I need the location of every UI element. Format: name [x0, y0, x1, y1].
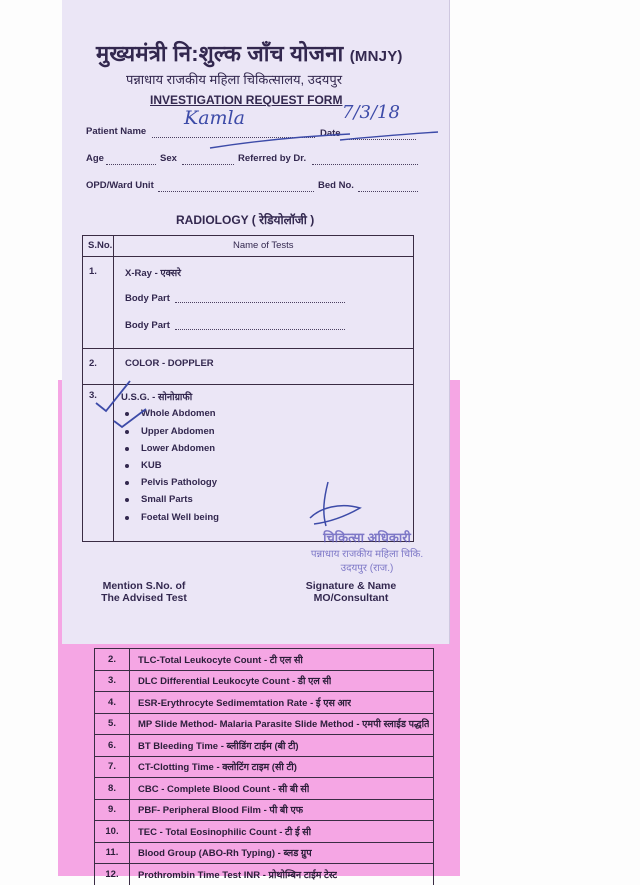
usg-option[interactable]: Pelvis Pathology [141, 477, 218, 488]
lab-test-name: DLC Differential Leukocyte Count - डी एल सी [138, 676, 332, 688]
signature-line: Signature & Name [305, 580, 397, 592]
official-stamp [292, 528, 442, 574]
lab-test-no[interactable]: 10. [95, 821, 130, 842]
bullet [125, 464, 129, 468]
lab-test-no[interactable]: 9. [95, 800, 130, 821]
col-name-header: Name of Tests [233, 240, 294, 251]
bullet [125, 481, 129, 485]
lab-test-row [95, 799, 433, 821]
referred-by-line[interactable] [312, 164, 418, 165]
sex-line[interactable] [182, 164, 234, 165]
form-title: INVESTIGATION REQUEST FORM [150, 93, 343, 107]
lab-test-row [95, 713, 433, 735]
lab-test-no[interactable]: 8. [95, 778, 130, 799]
lab-test-row [95, 820, 433, 842]
usg-option[interactable]: Foetal Well being [141, 512, 219, 523]
lab-test-row [95, 691, 433, 713]
date-label: Date [320, 128, 341, 139]
hospital-name: पन्नाधाय राजकीय महिला चिकित्सालय, उदयपुर [126, 72, 343, 87]
body-part-line[interactable] [175, 302, 345, 303]
lab-test-name: ESR-Erythrocyte Sedimemtation Rate - ई एस आर [138, 697, 352, 709]
body-part-label: Body Part [125, 320, 170, 331]
lab-test-row [95, 648, 433, 670]
scheme-abbr: (MNJY) [349, 48, 403, 65]
signature-label [296, 580, 406, 604]
lab-test-name: CBC - Complete Blood Count - सी बी सी [138, 783, 310, 795]
lab-test-row [95, 863, 433, 885]
handwritten-underline [150, 128, 440, 152]
item-3-no: 3. [89, 390, 97, 401]
lab-test-no[interactable]: 7. [95, 757, 130, 778]
usg-option[interactable]: Upper Abdomen [141, 426, 215, 437]
lab-tests-table [94, 648, 434, 885]
mention-sno-note [96, 580, 192, 604]
lab-test-name: Prothrombin Time Test INR - प्रोथोम्बिन टाईम टेस्ट [138, 869, 338, 881]
age-label: Age [86, 153, 104, 164]
lab-test-no[interactable]: 2. [95, 649, 130, 670]
mention-line: Mention S.No. of [102, 580, 186, 592]
signature-line: MO/Consultant [313, 592, 389, 604]
checkmark-icon [90, 375, 170, 435]
lab-test-name: TEC - Total Eosinophilic Count - टी ई सी [138, 826, 312, 838]
mention-line: The Advised Test [101, 592, 187, 604]
date-value: 7/3/18 [342, 102, 400, 123]
item-2-no: 2. [89, 358, 97, 369]
patient-name-value: Kamla [184, 107, 245, 129]
opd-ward-line[interactable] [158, 191, 314, 192]
lab-test-no[interactable]: 11. [95, 843, 130, 864]
lab-test-name: BT Bleeding Time - ब्लीडिंग टाईम (बी टी) [138, 740, 299, 752]
lab-test-name: MP Slide Method- Malaria Parasite Slide Method - एमपी स्लाईड पद्धति [138, 719, 430, 731]
lab-test-name: Blood Group (ABO-Rh Typing) - ब्लड ग्रुप [138, 848, 312, 860]
lab-test-row [95, 756, 433, 778]
stamp-line: चिकित्सा अधिकारी [323, 530, 411, 545]
lab-test-name: CT-Clotting Time - क्लोटिंग टाइम (सी टी) [138, 762, 297, 774]
usg-option[interactable]: KUB [141, 460, 162, 471]
item-2-name: COLOR - DOPPLER [125, 358, 214, 369]
row-divider [83, 348, 413, 349]
bed-no-line[interactable] [358, 191, 418, 192]
lab-test-no[interactable]: 4. [95, 692, 130, 713]
item-3-name: U.S.G. - सोनोग्राफी [121, 392, 193, 403]
body-part-line[interactable] [175, 329, 345, 330]
lab-test-row [95, 842, 433, 864]
bullet [125, 447, 129, 451]
item-1-name: X-Ray - एक्सरे [125, 268, 182, 279]
scheme-title-hindi: मुख्यमंत्री नि:शुल्क जाँच योजना [96, 41, 344, 66]
lab-test-name: TLC-Total Leukocyte Count - टी एल सी [138, 654, 303, 666]
col-sno-header: S.No. [88, 240, 113, 251]
bullet [125, 498, 129, 502]
usg-option[interactable]: Small Parts [141, 494, 193, 505]
sex-label: Sex [160, 153, 177, 164]
referred-by-label: Referred by Dr. [238, 153, 307, 164]
patient-name-label: Patient Name [86, 126, 147, 137]
lab-test-row [95, 777, 433, 799]
usg-option[interactable]: Lower Abdomen [141, 443, 216, 454]
lab-test-row [95, 734, 433, 756]
lab-test-row [95, 670, 433, 692]
bullet [125, 516, 129, 520]
stamp-line: पन्नाधाय राजकीय महिला चिकि. [310, 549, 424, 560]
usg-option[interactable]: Whole Abdomen [141, 408, 216, 419]
scheme-title [96, 38, 403, 68]
lab-test-no[interactable]: 5. [95, 714, 130, 735]
radiology-title: RADIOLOGY ( रेडियोलॉजी ) [176, 213, 315, 227]
lab-test-name: PBF- Peripheral Blood Film - पी बी एफ [138, 805, 304, 817]
opd-ward-label: OPD/Ward Unit [86, 180, 154, 191]
lab-test-no[interactable]: 12. [95, 864, 130, 885]
stamp-line: उदयपुर (राज.) [340, 563, 394, 574]
age-line[interactable] [106, 164, 156, 165]
lab-test-no[interactable]: 6. [95, 735, 130, 756]
bed-no-label: Bed No. [318, 180, 354, 191]
body-part-label: Body Part [125, 293, 170, 304]
item-1-no: 1. [89, 266, 97, 277]
lab-test-no[interactable]: 3. [95, 671, 130, 692]
